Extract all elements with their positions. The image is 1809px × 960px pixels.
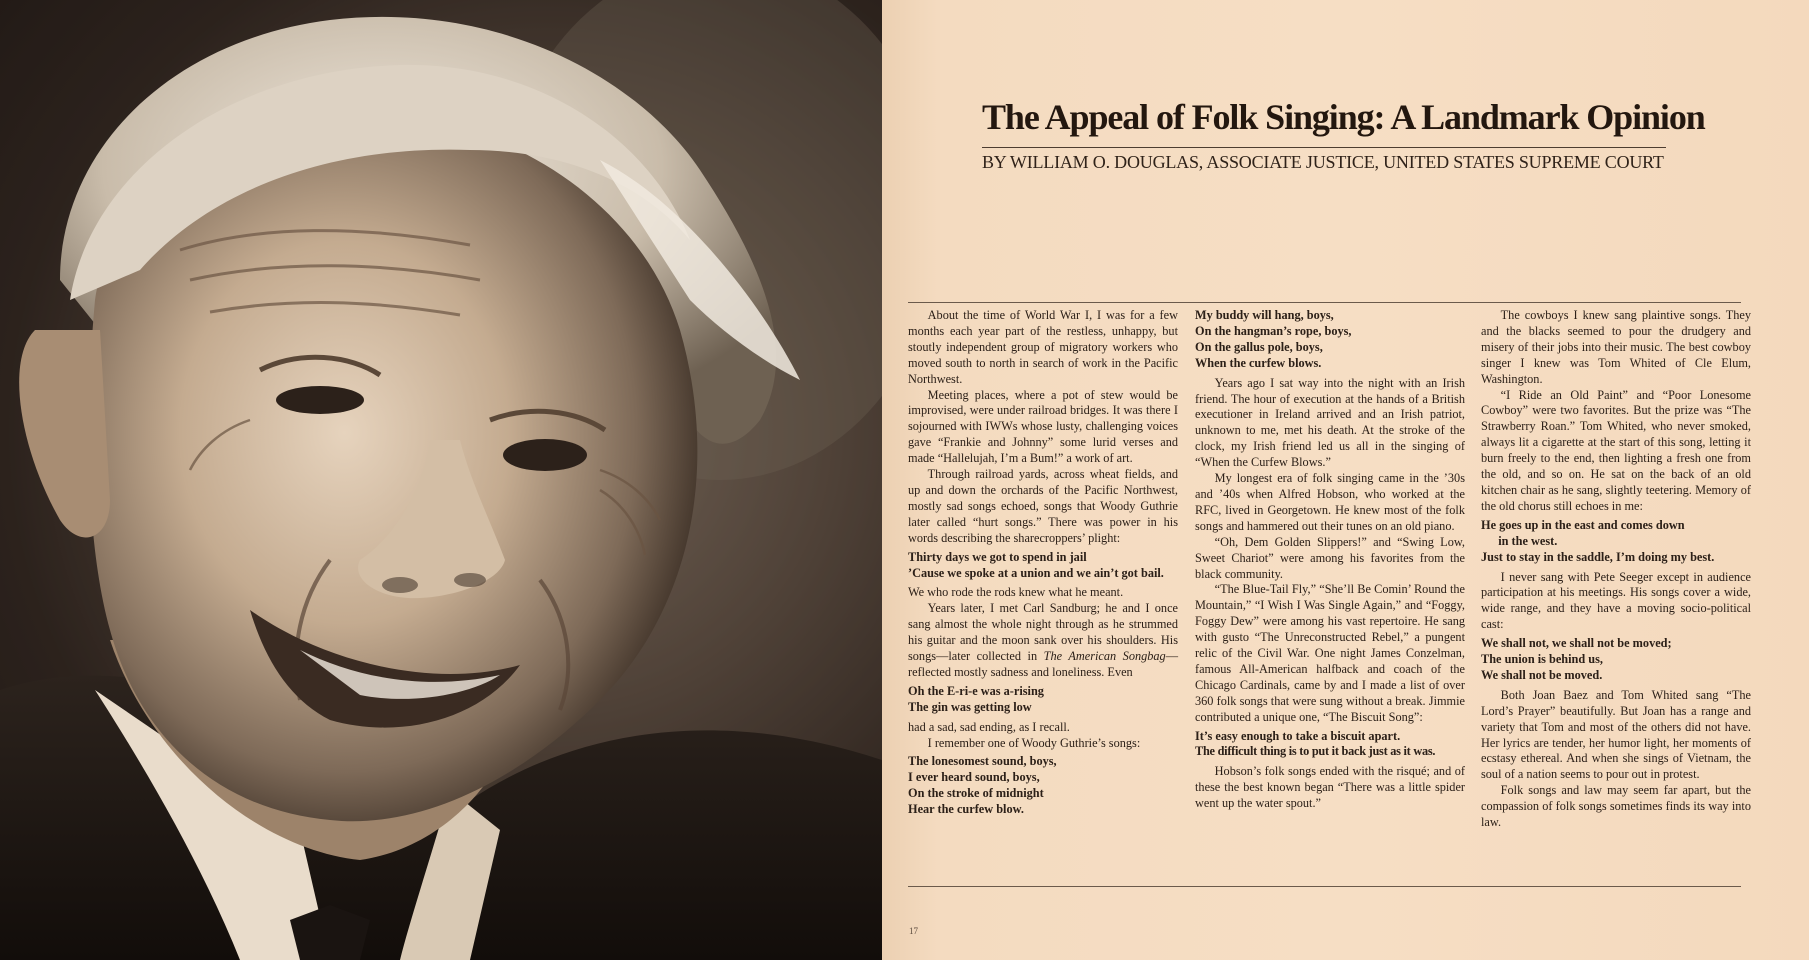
song-verse xyxy=(1195,308,1465,372)
paragraph: Meeting places, where a pot of stew would be improvised, were under railroad bridges. It was there I sojourned with IWWs whose lusty, challenging voices gave “Frankie and Johnny” some lurid verses and made “Hallelujah, I’m a Bum!” a work of art. xyxy=(908,387,1178,466)
verse-line: in the west. xyxy=(1498,533,1558,548)
paragraph: The cowboys I knew sang plaintive songs. They and the blacks seemed to pour the drudgery and misery of their jobs into their music. The best cowboy singer I knew was Tom Whited of Cle Elum, Washington. xyxy=(1481,308,1751,386)
verse-line: The union is behind us, xyxy=(1481,652,1604,667)
paragraph-text: —reflected mostly sadness and loneliness. Even xyxy=(908,649,1179,679)
verse-line: It’s easy enough to take a biscuit apart. xyxy=(1195,728,1401,743)
paragraph: Hobson’s folk songs ended with the risqué; and of these the best known began “There was a little spider went up the water spout.” xyxy=(1195,764,1465,811)
verse-line: Hear the curfew blow. xyxy=(908,802,1024,817)
text-column-1 xyxy=(908,308,1178,822)
paragraph: Through railroad yards, across wheat fields, and up and down the orchards of the Pacific Northwest, mostly sad songs echoed, songs that Woody Guthrie later called “hurt songs.” There was power in his words describing the sharecroppers’ plight: xyxy=(908,467,1178,545)
song-verse xyxy=(908,754,1178,818)
article-page xyxy=(882,0,1809,960)
paragraph: Folk songs and law may seem far apart, but the compassion of folk songs sometimes finds its way into law. xyxy=(1481,783,1751,830)
verse-line: Just to stay in the saddle, I’m doing my best. xyxy=(1481,549,1715,564)
column-top-rule xyxy=(908,302,1741,303)
verse-line: The difficult thing is to put it back just as it was. xyxy=(1195,744,1436,759)
verse-line: We shall not be moved. xyxy=(1481,667,1603,682)
verse-line: He goes up in the east and comes down xyxy=(1481,517,1685,532)
title-rule xyxy=(982,147,1666,148)
book-title: The American Songbag xyxy=(1043,649,1166,664)
article-byline: BY WILLIAM O. DOUGLAS, ASSOCIATE JUSTICE, UNITED STATES SUPREME COURT xyxy=(982,152,1664,172)
page-number: 17 xyxy=(909,926,918,936)
author-portrait-photo xyxy=(0,0,882,960)
text-column-2 xyxy=(1195,308,1465,812)
verse-line: On the hangman’s rope, boys, xyxy=(1195,323,1352,338)
paragraph: About the time of World War I, I was for a few months each year part of the restless, unhappy, but stoutly independent group of migratory workers who moved south to north in search of work in the Pacific Northwest. xyxy=(908,308,1178,386)
verse-line: Oh the E-ri-e was a-rising xyxy=(908,683,1044,698)
paragraph: “The Blue-Tail Fly,” “She’ll Be Comin’ Round the Mountain,” “I Wish I Was Single Again,” and “Foggy, Foggy Dew” were among his vast repertoire. He sang with gusto “The Unreconstructed Rebel,” a pungent relic of the Civil War. One night James Conzelman, famous All-American halfback and coach of the Chicago Cardinals, came by and I made a list of over 360 folk songs that were sung without a break. Jimmie contributed a unique one, “The Biscuit Song”: xyxy=(1195,582,1465,724)
verse-line: ’Cause we spoke at a union and we ain’t got bail. xyxy=(908,565,1164,580)
paragraph: We who rode the rods knew what he meant. xyxy=(908,585,1124,600)
song-verse xyxy=(1481,636,1751,684)
paragraph: Years ago I sat way into the night with an Irish friend. The hour of execution at the hands of a British executioner in Ireland arrived and an Irish patriot, unknown to me, met his death. At the stroke of the clock, my Irish friend led us all in the singing of “When the Curfew Blows.” xyxy=(1195,375,1465,470)
text-column-3 xyxy=(1481,308,1751,831)
song-verse xyxy=(1195,729,1465,761)
verse-line: On the stroke of midnight xyxy=(908,786,1044,801)
paragraph: I never sang with Pete Seeger except in audience participation at his meetings. His songs cover a wide, wide range, and they have a moving socio-political cast: xyxy=(1481,569,1751,632)
paragraph: “Oh, Dem Golden Slippers!” and “Swing Low, Sweet Chariot” were among his favorites from the black community. xyxy=(1195,534,1465,581)
verse-line: The lonesomest sound, boys, xyxy=(908,754,1057,769)
column-bottom-rule xyxy=(908,886,1741,887)
verse-line: My buddy will hang, boys, xyxy=(1195,308,1334,322)
verse-line: On the gallus pole, boys, xyxy=(1195,339,1323,354)
verse-line: The gin was getting low xyxy=(908,699,1032,714)
song-verse xyxy=(908,684,1178,716)
paragraph xyxy=(908,601,1178,681)
verse-line: We shall not, we shall not be moved; xyxy=(1481,636,1672,651)
song-verse xyxy=(1481,518,1751,566)
verse-line: I ever heard sound, boys, xyxy=(908,770,1040,785)
paragraph: “I Ride an Old Paint” and “Poor Lonesome Cowboy” were two favorites. But the prize was “The Strawberry Roan.” Tom Whited, who never smoked, always lit a cigarette at the start of this song, letting it burn freely to the end, then lighting a fresh one from the old, and so on. He sat on the back of an old kitchen chair as he sang, slightly teetering. Memory of the old chorus still echoes in me: xyxy=(1481,387,1751,513)
verse-line: Thirty days we got to spend in jail xyxy=(908,549,1087,564)
portrait-illustration xyxy=(0,0,882,960)
verse-line: When the curfew blows. xyxy=(1195,355,1322,370)
song-verse xyxy=(908,550,1178,582)
paragraph: had a sad, sad ending, as I recall. xyxy=(908,719,1070,734)
paragraph: My longest era of folk singing came in the ’30s and ’40s when Alfred Hobson, who worked at the RFC, lived in Georgetown. He knew most of the folk songs and hammered out their tunes on an old piano. xyxy=(1195,471,1465,533)
paragraph-text: Years later, I met Carl Sandburg; he and I once sang almost the whole night through as he strummed his guitar and the moon sank over his shoulders. His songs—later collected in xyxy=(908,601,1178,664)
paragraph: I remember one of Woody Guthrie’s songs: xyxy=(927,735,1141,750)
paragraph: Both Joan Baez and Tom Whited sang “The Lord’s Prayer” beautifully. But Joan has a range and variety that Tom and most of the others did not have. Her lyrics are tender, her humor light, her moments of ecstasy ethereal. And when she sings of Vietnam, the soul of a nation seems to pour out in protest. xyxy=(1481,687,1751,782)
article-title: The Appeal of Folk Singing: A Landmark Opinion xyxy=(982,97,1705,137)
